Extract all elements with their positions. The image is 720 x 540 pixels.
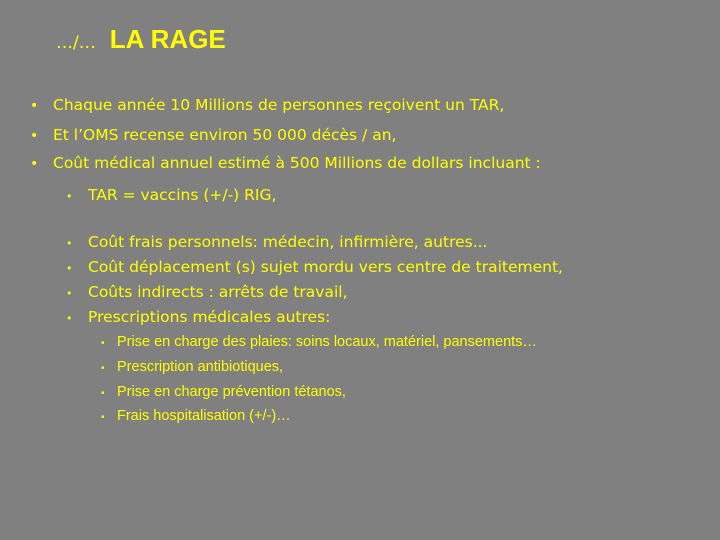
sub-list-item-text: TAR = vaccins (+/-) RIG,	[88, 186, 277, 204]
bullet-icon: •	[66, 262, 73, 275]
list-item	[30, 154, 541, 172]
bullet-icon: •	[30, 156, 39, 172]
bullet-icon: •	[101, 338, 105, 349]
sub-list-item-text: Coût déplacement (s) sujet mordu vers centre de traitement,	[88, 258, 563, 276]
list-item	[30, 126, 396, 144]
list-item-text: Chaque année 10 Millions de personnes reçoivent un TAR,	[53, 96, 505, 114]
sub-sub-list-item	[101, 384, 346, 400]
sub-sub-list-item	[101, 408, 291, 424]
sub-sub-list-item-text: Prise en charge des plaies: soins locaux, matériel, pansements…	[117, 334, 537, 350]
sub-list-item-text: Coût frais personnels: médecin, infirmière, autres...	[88, 233, 488, 251]
sub-sub-list-item-text: Prise en charge prévention tétanos,	[117, 384, 346, 400]
list-item-text: Et l’OMS recense environ 50 000 décès / an,	[53, 126, 397, 144]
sub-list-item-text: Coûts indirects : arrêts de travail,	[88, 283, 348, 301]
sub-sub-list-item	[101, 334, 537, 350]
sub-sub-list-item-text: Prescription antibiotiques,	[117, 359, 284, 375]
continuation-marker: …/…	[56, 33, 96, 53]
bullet-icon: •	[66, 312, 73, 325]
sub-list-item	[66, 258, 563, 276]
bullet-icon: •	[101, 412, 105, 423]
sub-list-item	[66, 233, 488, 251]
bullet-icon: •	[30, 128, 39, 144]
slide-header	[56, 24, 226, 55]
slide-title: LA RAGE	[109, 24, 226, 54]
list-item-text: Coût médical annuel estimé à 500 Millions de dollars incluant :	[53, 154, 541, 172]
bullet-icon: •	[66, 190, 73, 203]
sub-list-item	[66, 308, 330, 326]
bullet-icon: •	[101, 388, 105, 399]
sub-sub-list-item	[101, 359, 283, 375]
bullet-icon: •	[66, 237, 73, 250]
sub-list-item	[66, 186, 276, 204]
bullet-icon: •	[30, 98, 39, 114]
bullet-icon: •	[101, 363, 105, 374]
sub-sub-list-item-text: Frais hospitalisation (+/-)…	[117, 408, 291, 424]
list-item	[30, 96, 504, 114]
sub-list-item-text: Prescriptions médicales autres:	[88, 308, 331, 326]
bullet-icon: •	[66, 287, 73, 300]
sub-list-item	[66, 283, 348, 301]
